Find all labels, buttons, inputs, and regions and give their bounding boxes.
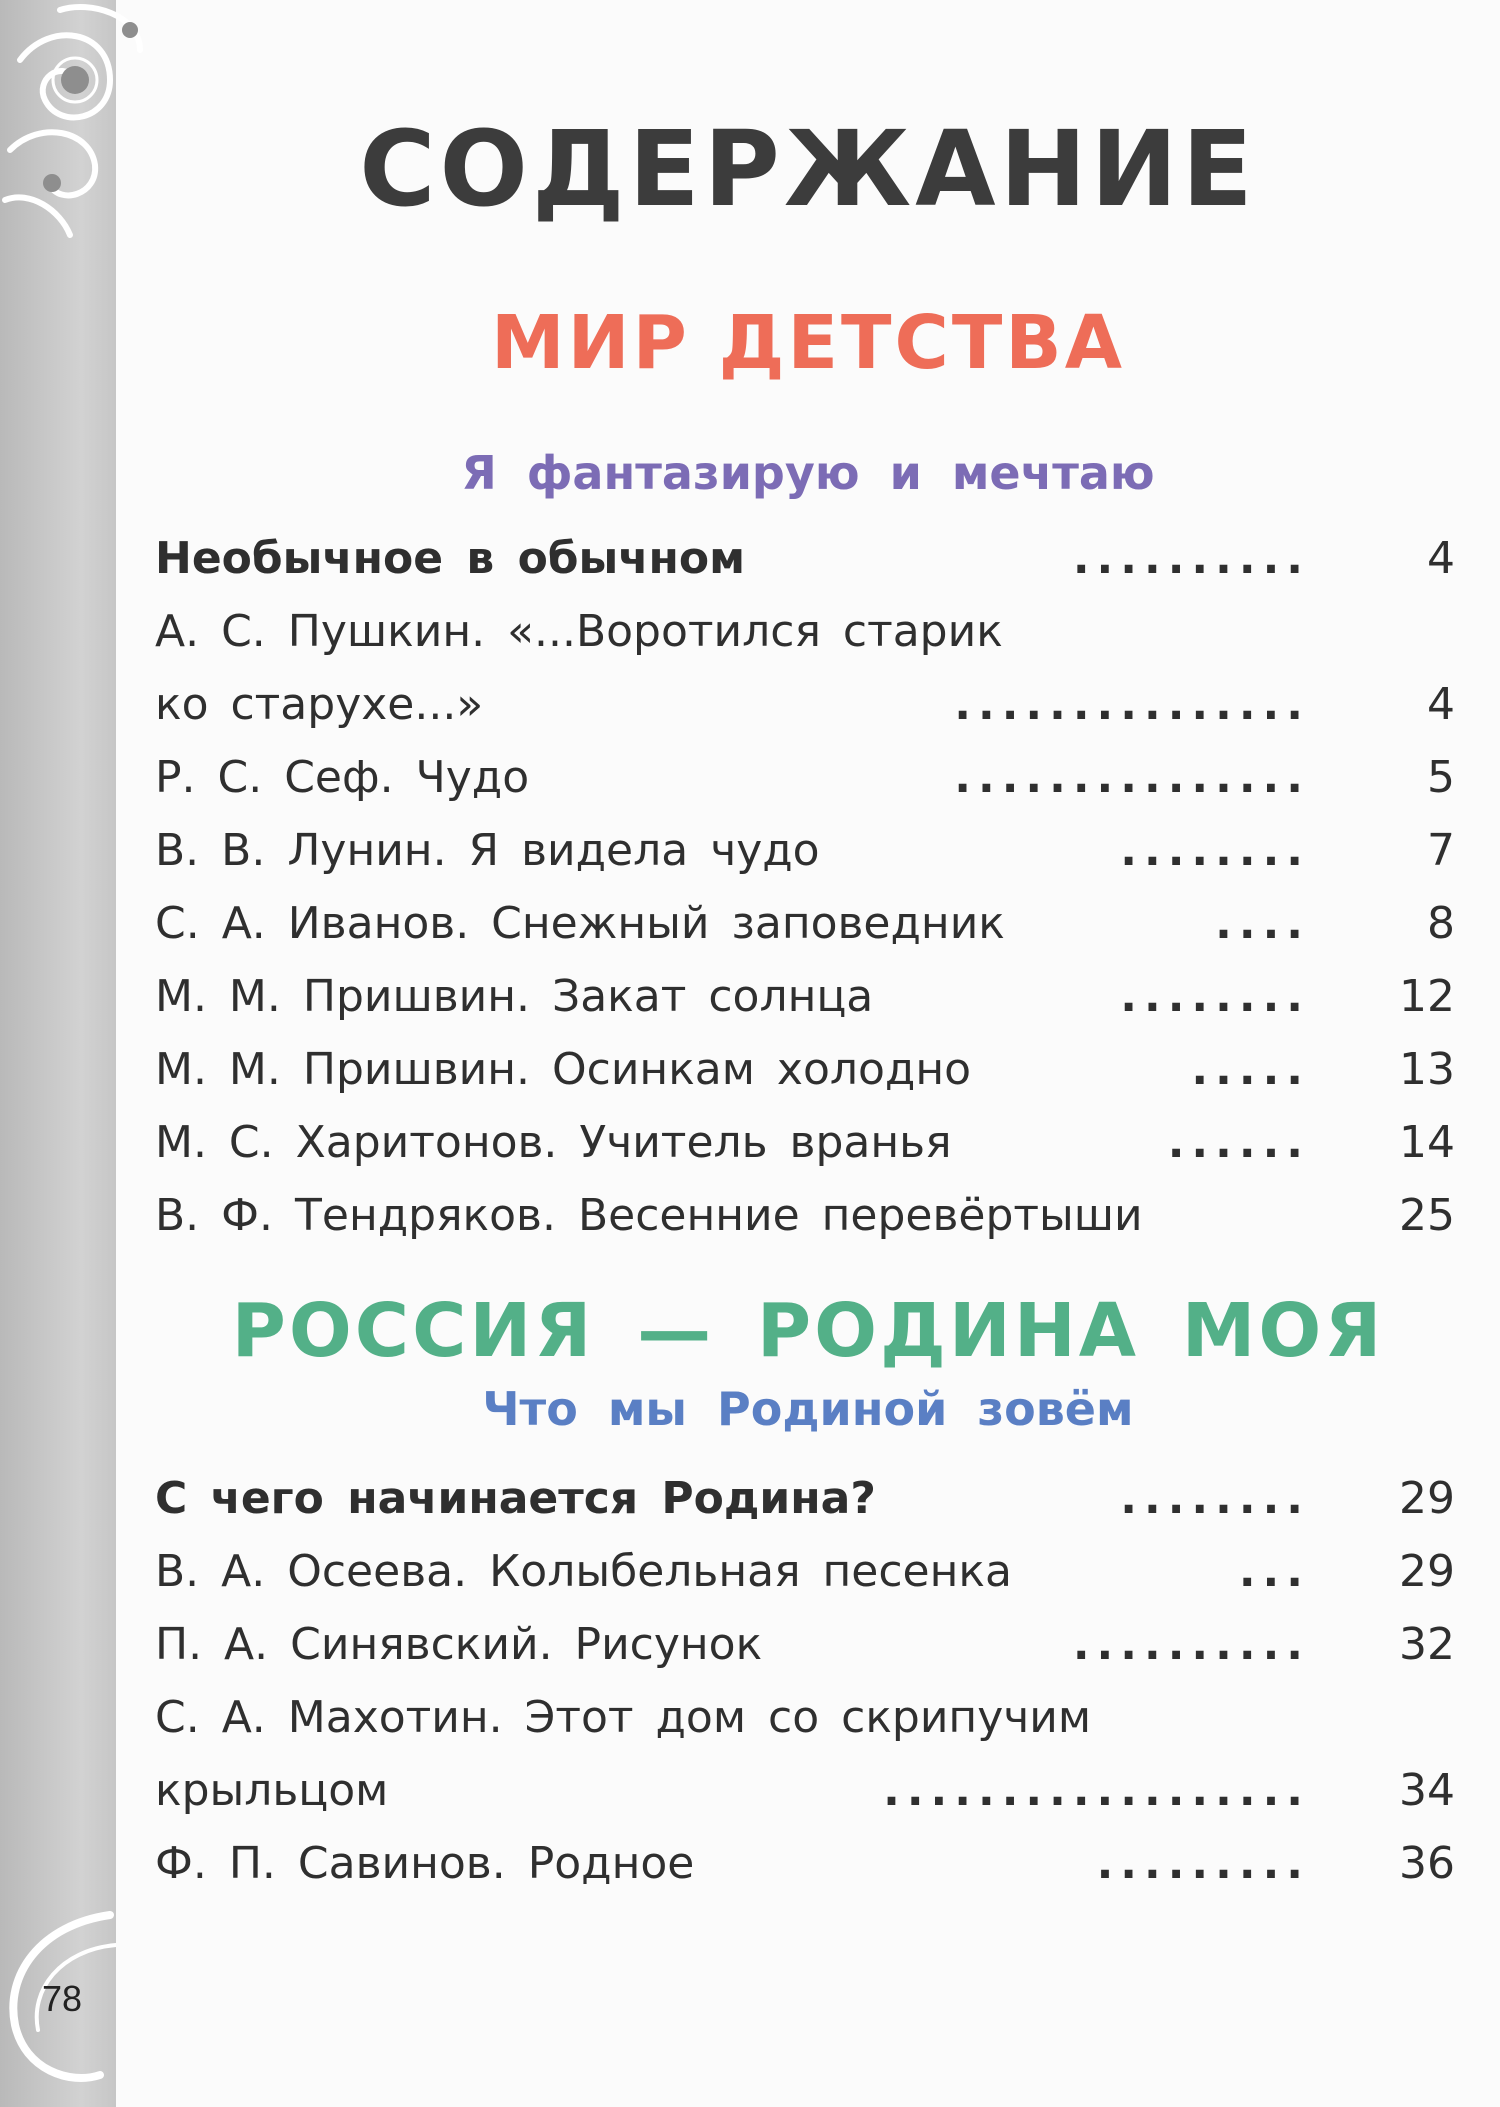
- toc-entry-title: ко старухе...»: [155, 679, 484, 730]
- toc-entry[interactable]: [155, 1535, 1455, 1608]
- toc-entry[interactable]: [155, 1462, 1455, 1535]
- toc-entry-title: крыльцом: [155, 1765, 389, 1816]
- toc-leader-dots: ...............: [954, 679, 1310, 730]
- toc-entry-title: В. А. Осеева. Колыбельная песенка: [155, 1546, 1012, 1597]
- toc-entry-title: М. М. Пришвин. Закат солнца: [155, 971, 874, 1022]
- toc-entry[interactable]: [155, 887, 1455, 960]
- toc-page-number: 25: [1399, 1190, 1455, 1241]
- toc-leader-dots: ..................: [883, 1765, 1310, 1816]
- toc-entry-title: А. С. Пушкин. «...Воротился старик: [155, 606, 1003, 657]
- toc-entry[interactable]: [155, 960, 1455, 1033]
- page-side-strip: [0, 0, 116, 2107]
- toc-leader-dots: ...............: [954, 752, 1310, 803]
- toc-entry-title: С чего начинается Родина?: [155, 1473, 876, 1524]
- toc-page-number: 36: [1399, 1838, 1455, 1889]
- toc-entry-title: М. С. Харитонов. Учитель вранья: [155, 1117, 952, 1168]
- contents-title: СОДЕРЖАНИЕ: [359, 108, 1257, 230]
- toc-entry-title: Р. С. Сеф. Чудо: [155, 752, 530, 803]
- toc-entry-title: С. А. Махотин. Этот дом со скрипучим: [155, 1692, 1092, 1743]
- toc-entry[interactable]: [155, 522, 1455, 595]
- toc-leader-dots: ....: [1215, 898, 1310, 949]
- toc-entry[interactable]: [155, 741, 1455, 814]
- toc-page-number: 32: [1399, 1619, 1455, 1670]
- toc-entry[interactable]: [155, 1754, 1455, 1827]
- toc-section-2: [155, 1462, 1455, 1900]
- toc-entry-title: П. А. Синявский. Рисунок: [155, 1619, 763, 1670]
- toc-page-number: 29: [1399, 1546, 1455, 1597]
- toc-leader-dots: ......: [1167, 1117, 1310, 1168]
- toc-page-number: 13: [1399, 1044, 1455, 1095]
- toc-leader-dots: ........: [1120, 1473, 1310, 1524]
- toc-page-number: 29: [1399, 1473, 1455, 1524]
- toc-entry-title: С. А. Иванов. Снежный заповедник: [155, 898, 1005, 949]
- toc-section-1: [155, 522, 1455, 1252]
- subsection-title-fantasy: Я фантазирую и мечтаю: [461, 446, 1155, 500]
- toc-entry-title: В. В. Лунин. Я видела чудо: [155, 825, 820, 876]
- toc-entry-title: М. М. Пришвин. Осинкам холодно: [155, 1044, 972, 1095]
- toc-leader-dots: ...: [1238, 1546, 1310, 1597]
- toc-page-number: 5: [1427, 752, 1455, 803]
- page-number: 78: [41, 1978, 83, 2019]
- section-title-rossiya: РОССИЯ — РОДИНА МОЯ: [231, 1288, 1385, 1374]
- toc-entry[interactable]: [155, 595, 1455, 668]
- toc-entry[interactable]: [155, 1106, 1455, 1179]
- toc-page-number: 14: [1399, 1117, 1455, 1168]
- toc-entry[interactable]: [155, 1179, 1455, 1252]
- toc-page-number: 12: [1399, 971, 1455, 1022]
- toc-entry[interactable]: [155, 814, 1455, 887]
- toc-page-number: 7: [1427, 825, 1455, 876]
- subsection-title-rodina: Что мы Родиной зовём: [482, 1382, 1134, 1436]
- toc-leader-dots: ..........: [1072, 533, 1310, 584]
- toc-entry[interactable]: [155, 1033, 1455, 1106]
- toc-entry-title: Ф. П. Савинов. Родное: [155, 1838, 695, 1889]
- toc-entry-title: Необычное в обычном: [155, 533, 746, 584]
- toc-entry[interactable]: [155, 1608, 1455, 1681]
- toc-entry-title: В. Ф. Тендряков. Весенние перевёртыши: [155, 1190, 1143, 1241]
- toc-entry[interactable]: [155, 668, 1455, 741]
- toc-leader-dots: ..........: [1072, 1619, 1310, 1670]
- toc-page-number: 8: [1427, 898, 1455, 949]
- toc-leader-dots: ........: [1120, 825, 1310, 876]
- toc-entry[interactable]: [155, 1681, 1455, 1754]
- toc-page-number: 4: [1427, 679, 1455, 730]
- toc-page-number: 34: [1399, 1765, 1455, 1816]
- toc-entry[interactable]: [155, 1827, 1455, 1900]
- toc-leader-dots: ........: [1120, 971, 1310, 1022]
- toc-leader-dots: .....: [1191, 1044, 1310, 1095]
- section-title-mir-detstva: МИР ДЕТСТВА: [491, 300, 1125, 386]
- toc-page-number: 4: [1427, 533, 1455, 584]
- toc-leader-dots: .........: [1096, 1838, 1310, 1889]
